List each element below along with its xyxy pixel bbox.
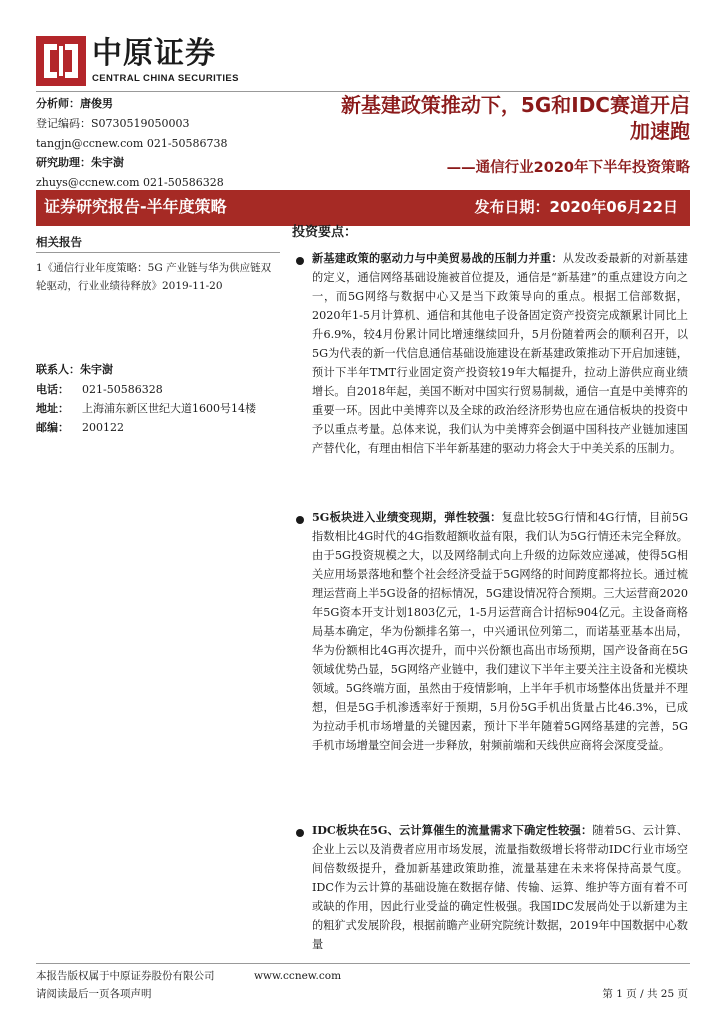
footer-website-link[interactable]: www.ccnew.com xyxy=(254,970,342,982)
key-points-heading: 投资要点： xyxy=(292,225,358,240)
key-point-2-body: 复盘比较5G行情和4G行情，目前5G指数相比4G时代的4G指数超额收益有限，我们认为5G行情还未完全释放。由于5G投资规模之大，以及网络制式向上升级的边际效应递减，使得5G相关应用场景落地和整个社会经济受益于5G网络的时间跨度都将拉长。通过梳理运营商上半5G设备的招标情况，5G建设情况符合预期。三大运营商2020年5G资本开支计划1803亿元，1-5月运营商合计招标904亿元。主设备商格局基本确定，华为份额排名第一，中兴通讯位列第二，而诺基亚基本出局，华为份额相比4G再次提升，而中兴份额也高出市场预期，国产设备商在5G领域优势凸显，5G网络产业链中，我们建议下半年主要关注主设备和光模块领域。5G终端方面，虽然由于疫情影响，上半年手机市场整体出货量并不理想，但是5G手机渗透率好于预期，5月份5G手机出货量占比46.3%，已成为拉动手机市场增量的关键因素，预计下半年随着5G网络基建的完善，5G手机市场增量空间会进一步释放，射频前端和天线供应商将会深度受益。 xyxy=(312,511,689,752)
contact-person xyxy=(36,363,113,377)
page-number: 第 1 页 / 共 25 页 xyxy=(602,988,688,1000)
brand-name-cn: 中原证券 xyxy=(92,36,216,71)
assistant-label: 研究助理： xyxy=(36,156,91,169)
key-point-3-lead: IDC板块在5G、云计算催生的流量需求下确定性较强： xyxy=(312,823,593,837)
zip-value: 200122 xyxy=(82,421,124,434)
phone-value: 021-50586328 xyxy=(82,383,163,396)
address-label: 地址： xyxy=(36,402,69,415)
key-point-1-lead: 新基建政策的驱动力与中美贸易战的压制力并重： xyxy=(312,251,563,265)
assistant-name: 朱宇澍 xyxy=(91,156,124,169)
analyst-name: 唐俊男 xyxy=(80,97,113,110)
bullet-icon xyxy=(296,516,304,524)
key-point-1-body: 从发改委最新的对新基建的定义，通信网络基础设施被首位提及，通信是“新基建”的重点建设方向之一，而5G网络与数据中心又是当下政策导向的重点。根据工信部数据，2020年1-5月计算机、通信和其他电子设备固定资产投资完成额累计同比上升6.9%，较4月份累计同比增速继续回升，5月份随着两会的顺利召开，以5G为代表的新一代信息通信基础设施建设在新基建政策推动下开启加速链，预计下半年TMT行业固定资产投资较19年大幅提升，拉动上游供应商业绩增长。自2018年起，美国不断对中国实行贸易制裁，通信一直是中美博弈的重要一环。因此中美博弈以及全球的政治经济形势也应在通信板块的投资中予以重点考量。总体来说，我们认为中美博弈会倒逼中国科技产业链加速国产替代化，有理由相信下半年新基建的驱动力将会大于中美关系的压制力。 xyxy=(312,252,688,455)
address-value: 上海浦东新区世纪大道1600号14楼 xyxy=(82,402,256,415)
analyst-label: 分析师： xyxy=(36,97,80,110)
contact-name: 朱宇澍 xyxy=(80,363,113,376)
footer-divider xyxy=(36,963,690,964)
key-point-3-body: 随着5G、云计算、企业上云以及消费者应用市场发展，流量指数级增长将带动IDC行业市场空间倍数级提升，叠加新基建政策助推，流量基建在未来将保持高景气度。IDC作为云计算的基础设施在数据存储、传输、运算、维护等方面有着不可或缺的作用，因此行业受益的确定性极强。我国IDC发展尚处于以新建为主的粗犷式发展阶段，根据前瞻产业研究院统计数据，2019年中国数据中心数量 xyxy=(312,824,688,951)
brand-logo-icon xyxy=(36,36,86,86)
phone-label: 电话： xyxy=(36,383,69,396)
report-type: 证券研究报告-半年度策略 xyxy=(44,197,227,216)
brand-name-en: CENTRAL CHINA SECURITIES xyxy=(92,73,239,84)
bullet-icon xyxy=(296,257,304,265)
key-point-3 xyxy=(312,821,688,954)
assistant-contact[interactable]: zhuys@ccnew.com 021-50586328 xyxy=(36,176,224,189)
related-reports-heading: 相关报告 xyxy=(36,235,82,249)
report-subtitle: ——通信行业2020年下半年投资策略 xyxy=(446,160,690,176)
key-point-2 xyxy=(312,508,688,755)
key-point-2-lead: 5G板块进入业绩变现期，弹性较强： xyxy=(312,510,502,524)
key-point-1 xyxy=(312,249,688,458)
publish-date: 发布日期：2020年06月22日 xyxy=(474,198,678,216)
assistant-line xyxy=(36,156,124,169)
analyst-contact[interactable]: tangjn@ccnew.com 021-50586738 xyxy=(36,137,228,150)
bullet-icon xyxy=(296,829,304,837)
footer-disclaimer: 请阅读最后一页各项声明 xyxy=(36,988,152,1000)
analyst-registration: 登记编码：S0730519050003 xyxy=(36,117,190,130)
footer-copyright: 本报告版权属于中原证券股份有限公司 xyxy=(36,970,215,982)
analyst-line xyxy=(36,97,113,110)
report-title-line1: 新基建政策推动下，5G和IDC赛道开启 xyxy=(340,93,690,117)
zip-label: 邮编： xyxy=(36,421,69,434)
sidebar-divider xyxy=(36,252,280,253)
contact-label: 联系人： xyxy=(36,363,80,376)
report-title-line2: 加速跑 xyxy=(630,119,690,143)
related-report-link[interactable]: 1《通信行业年度策略：5G 产业链与华为供应链双轮驱动，行业业绩待释放》2019-11-20 xyxy=(36,262,272,292)
